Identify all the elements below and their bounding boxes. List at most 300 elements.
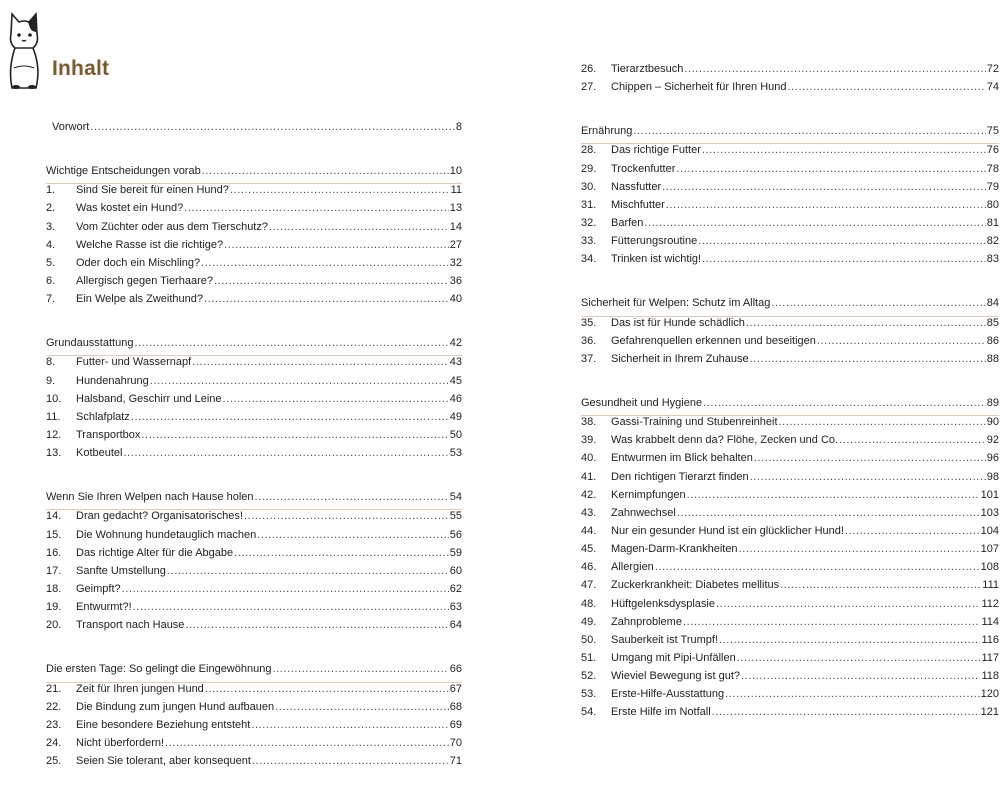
toc-entry [46,565,462,583]
toc-entry-number: 52. [581,670,597,683]
toc-entry-title: Das ist für Hunde schädlich [611,316,745,329]
toc-entry [46,701,462,719]
toc-page-number: 43 [449,356,462,369]
dot-leader [845,525,980,537]
toc-page-number: 71 [449,755,462,768]
toc-entry-title: Magen-Darm-Krankheiten [611,543,738,556]
toc-entry [581,598,999,616]
toc-page-number: 84 [986,297,999,310]
toc-entry [581,434,999,452]
toc-page-number: 40 [449,293,462,306]
toc-entry-title: Hundenahrung [76,374,149,387]
dot-leader [677,507,980,519]
toc-entry-number: 13. [46,447,62,460]
toc-page-number: 117 [981,651,999,664]
dot-leader [223,393,449,405]
toc-page-number: 69 [449,718,462,731]
toc-entry-title: Hüftgelenksdysplasie [611,597,715,610]
toc-page-number: 66 [449,663,462,676]
toc-page-number: 11 [450,184,462,197]
toc-entry-number: 23. [46,718,62,731]
toc-entry-title: Zeit für Ihren jungen Hund [76,682,204,695]
toc-entry-title: Das richtige Alter für die Abgabe [76,546,234,559]
toc-entry-title: Sauberkeit ist Trumpf! [611,633,718,646]
toc-entry [581,63,999,81]
toc-entry-number: 1. [46,184,56,197]
toc-entry-number: 14. [46,510,62,523]
section-gap [46,637,462,663]
dot-leader [676,163,985,175]
toc-entry-title: Nassfutter [611,180,662,193]
dot-leader [737,652,981,664]
toc-section-heading [46,491,462,509]
dot-leader [703,397,986,409]
toc-page-number: 103 [980,506,999,519]
toc-entry-number: 33. [581,235,597,248]
toc-entry-title: Was kostet ein Hund? [76,202,184,215]
toc-page-number: 10 [449,165,462,178]
dot-leader [666,199,986,211]
toc-entry-title: Wieviel Bewegung ist gut? [611,670,741,683]
section-divider [581,316,999,317]
toc-page-number: 63 [449,601,462,614]
toc-entry [581,652,999,670]
dot-leader [150,375,449,387]
toc-entry-number: 28. [581,144,597,157]
toc-section-title: Ernährung [581,125,633,138]
toc-page-number: 121 [980,706,999,719]
dot-leader [185,619,448,631]
dot-leader [257,529,449,541]
toc-page-number: 45 [449,374,462,387]
dot-leader [202,165,449,177]
toc-entry [46,375,462,393]
toc-page-number: 55 [449,510,462,523]
toc-entry-number: 10. [46,392,62,405]
toc-entry-number: 2. [46,202,56,215]
toc-section-heading [46,337,462,355]
toc-page-number: 86 [986,334,999,347]
toc-page-number: 50 [449,428,462,441]
toc-entry [46,547,462,565]
toc-entry [46,121,462,139]
toc-entry-number: 32. [581,216,597,229]
section-gap [581,99,999,125]
toc-section-heading [581,125,999,143]
page-title: Inhalt [52,57,110,80]
toc-page-number: 104 [980,524,999,537]
dot-leader [131,411,449,423]
toc-entry [581,688,999,706]
toc-entry [46,583,462,601]
toc-entry-title: Ein Welpe als Zweithund? [76,293,203,306]
toc-page-number: 90 [986,416,999,429]
toc-entry-title: Das richtige Futter [611,144,701,157]
toc-section-title: Wenn Sie Ihren Welpen nach Hause holen [46,491,254,504]
toc-entry-number: 37. [581,352,597,365]
toc-section-title: Die ersten Tage: So gelingt die Eingewöhnung [46,663,272,676]
toc-entry-number: 50. [581,633,597,646]
toc-entry-title: Entwurmt?! [76,601,132,614]
toc-entry [581,706,999,724]
toc-entry-number: 7. [46,293,56,306]
dot-leader [750,353,986,365]
toc-entry [581,353,999,371]
toc-section-title: Wichtige Entscheidungen vorab [46,165,201,178]
dot-leader [255,491,449,503]
toc-entry-number: 49. [581,615,597,628]
toc-page-number: 98 [986,470,999,483]
toc-entry-title: Nur ein gesunder Hund ist ein glücklicher Hund! [611,524,844,537]
toc-entry-title: Seien Sie tolerant, aber konsequent [76,755,251,768]
toc-entry-title: Den richtigen Tierarzt finden [611,470,749,483]
toc-entry-title: Was krabbelt denn da? Flöhe, Zecken und Co. [611,434,839,447]
section-divider [46,509,462,510]
toc-entry-number: 3. [46,220,56,233]
toc-entry [581,144,999,162]
dot-leader [817,335,986,347]
toc-entry-title: Zahnwechsel [611,506,676,519]
toc-page-number: 67 [449,682,462,695]
toc-entry-number: 44. [581,524,597,537]
dot-leader [123,447,448,459]
toc-entry-title: Eine besondere Beziehung entsteht [76,718,251,731]
section-divider [46,355,462,356]
toc-entry [581,525,999,543]
toc-entry-number: 30. [581,180,597,193]
toc-page-number: 111 [982,579,999,592]
toc-entry-title: Gassi-Training und Stubenreinheit [611,416,778,429]
toc-entry-number: 27. [581,81,597,94]
toc-entry-number: 20. [46,619,62,632]
toc-entry-number: 9. [46,374,56,387]
dot-leader [269,221,449,233]
toc-entry-number: 34. [581,253,597,266]
toc-page-number: 89 [986,396,999,409]
toc-entry [581,253,999,271]
toc-entry-title: Nicht überfordern! [76,736,165,749]
toc-entry [581,416,999,434]
dot-leader [90,121,455,133]
toc-entry-title: Allergisch gegen Tierhaare? [76,274,213,287]
toc-entry-title: Tierarztbesuch [611,63,684,75]
toc-entry-title: Erste Hilfe im Notfall [611,706,711,719]
toc-entry-title: Erste-Hilfe-Ausstattung [611,688,725,701]
toc-entry [581,489,999,507]
toc-entry-title: Sind Sie bereit für einen Hund? [76,184,229,197]
toc-entry-title: Vom Züchter oder aus dem Tierschutz? [76,220,268,233]
dot-leader [719,634,980,646]
dot-leader [133,601,449,613]
toc-entry-title: Die Wohnung hundetauglich machen [76,528,257,541]
toc-section-title: Sicherheit für Welpen: Schutz im Alltag [581,297,771,310]
dot-leader [662,181,986,193]
toc-entry [581,561,999,579]
section-gap [581,271,999,297]
toc-page-number: 76 [986,144,999,157]
dot-leader [684,63,985,75]
toc-entry [581,616,999,634]
toc-entry-title: Trinken ist wichtig! [611,253,702,266]
toc-entry [46,755,462,773]
dot-leader [251,719,448,731]
toc-entry [46,356,462,374]
dot-leader [633,125,985,137]
toc-entry-number: 53. [581,688,597,701]
dot-leader [750,471,986,483]
toc-entry-title: Zahnprobleme [611,615,682,628]
dot-leader [780,579,981,591]
toc-entry-number: 45. [581,543,597,556]
toc-page-number: 56 [449,528,462,541]
toc-entry-title: Sanfte Umstellung [76,564,166,577]
toc-page-number: 54 [449,491,462,504]
dot-leader [134,337,448,349]
toc-entry-title: Barfen [611,216,644,229]
toc-entry [46,683,462,701]
toc-entry-title: Entwurmen im Blick behalten [611,452,753,465]
dot-leader [184,202,449,214]
toc-entry [581,81,999,99]
toc-entry-number: 36. [581,334,597,347]
toc-entry [581,199,999,217]
toc-entry-number: 5. [46,256,56,269]
toc-entry [581,452,999,470]
toc-page-number: 108 [980,561,999,574]
dot-leader [141,429,448,441]
toc-entry-number: 15. [46,528,62,541]
dot-leader [230,184,450,196]
toc-page-number: 13 [449,202,462,215]
dot-leader [205,683,449,695]
toc-page-number: 83 [986,253,999,266]
toc-page-number: 53 [449,447,462,460]
toc-entry [46,239,462,257]
toc-entry-title: Chippen – Sicherheit für Ihren Hund [611,81,787,94]
toc-page-number: 14 [449,220,462,233]
dot-leader [725,688,980,700]
toc-entry [46,429,462,447]
toc-entry [581,507,999,525]
toc-section-title: Gesundheit und Hygiene [581,396,703,409]
toc-entry-title: Geimpft? [76,582,121,595]
toc-page-number: 112 [981,597,999,610]
toc-entry-number: 17. [46,564,62,577]
dot-leader [839,434,986,446]
section-gap [581,371,999,397]
dot-leader [702,144,986,156]
toc-entry-title: Dran gedacht? Organisatorisches! [76,510,243,523]
toc-entry-number: 12. [46,428,62,441]
toc-page-number: 79 [986,180,999,193]
dot-leader [754,452,986,464]
toc-entry-number: 48. [581,597,597,610]
toc-entry [46,221,462,239]
toc-page-number: 75 [986,125,999,138]
dot-leader [201,257,449,269]
toc-entry-title: Mischfutter [611,198,665,211]
toc-entry-title: Die Bindung zum jungen Hund aufbauen [76,700,275,713]
toc-entry-title: Kotbeutel [76,447,123,460]
toc-entry-title: Allergien [611,561,654,574]
toc-entry-number: 24. [46,736,62,749]
toc-page-number: 8 [455,121,462,133]
dot-leader [779,416,986,428]
dot-leader [698,235,986,247]
dot-leader [712,706,980,718]
toc-page-number: 80 [986,198,999,211]
toc-page-number: 68 [449,700,462,713]
section-divider [46,183,462,184]
toc-entry-number: 11. [46,410,61,423]
dot-leader [165,737,449,749]
dot-leader [167,565,449,577]
dot-leader [192,356,449,368]
toc-entry-title: Trockenfutter [611,162,676,175]
toc-page-number: 60 [449,564,462,577]
toc-entry-title: Sicherheit in Ihrem Zuhause [611,352,749,365]
toc-section-heading [46,165,462,183]
toc-entry [46,619,462,637]
toc-entry [581,163,999,181]
toc-page-number: 92 [986,434,999,447]
toc-entry-number: 8. [46,356,56,369]
toc-section-title: Grundausstattung [46,337,134,350]
dot-leader [741,670,980,682]
toc-entry [581,235,999,253]
section-gap [46,139,462,165]
dog-illustration-icon [4,8,44,90]
toc-entry-title: Oder doch ein Mischling? [76,256,201,269]
toc-page-number: 101 [980,488,999,501]
toc-entry [581,579,999,597]
toc-page-number: 42 [449,337,462,350]
toc-entry-number: 6. [46,274,56,287]
toc-entry [46,510,462,528]
toc-entry [46,411,462,429]
toc-entry [46,601,462,619]
toc-entry [581,217,999,235]
dot-leader [224,239,449,251]
toc-entry-number: 47. [581,579,597,592]
toc-entry [46,529,462,547]
dot-leader [272,663,448,675]
toc-entry-number: 40. [581,452,597,465]
toc-entry-number: 43. [581,506,597,519]
dot-leader [252,755,449,767]
toc-entry-title: Vorwort [52,121,90,133]
dot-leader [746,317,986,329]
dot-leader [655,561,980,573]
toc-page-number: 116 [981,633,999,646]
toc-entry-title: Schlafplatz [76,410,130,423]
toc-column-right [581,63,999,725]
toc-section-heading [581,397,999,415]
toc-page-number: 32 [449,256,462,269]
toc-section-heading [581,297,999,315]
toc-entry-number: 38. [581,416,597,429]
toc-page-number: 59 [449,546,462,559]
dot-leader [644,217,985,229]
toc-entry [46,719,462,737]
toc-page-number: 85 [986,316,999,329]
toc-entry-number: 25. [46,755,62,768]
section-gap [46,465,462,491]
toc-page-number: 118 [981,670,999,683]
toc-page-number: 114 [981,615,999,628]
toc-entry [581,543,999,561]
dot-leader [702,253,986,265]
toc-entry [46,184,462,202]
toc-page-number: 36 [449,274,462,287]
toc-entry-number: 39. [581,434,597,447]
toc-entry [46,293,462,311]
toc-page-number: 72 [986,63,999,75]
toc-entry-number: 4. [46,238,56,251]
toc-page-number: 70 [449,736,462,749]
toc-entry-number: 19. [46,601,62,614]
toc-entry [46,275,462,293]
dot-leader [275,701,449,713]
toc-entry [581,335,999,353]
toc-entry-title: Futter- und Wassernapf [76,356,192,369]
dot-leader [204,293,449,305]
toc-entry-title: Gefahrenquellen erkennen und beseitigen [611,334,816,347]
toc-entry [46,257,462,275]
toc-entry-number: 35. [581,316,597,329]
toc-page-number: 88 [986,352,999,365]
toc-page-number: 46 [449,392,462,405]
dot-leader [683,616,981,628]
dot-leader [244,510,449,522]
dot-leader [716,598,981,610]
dot-leader [739,543,980,555]
toc-page-number: 49 [449,410,462,423]
toc-page-number: 74 [986,81,999,94]
dot-leader [771,297,985,309]
section-divider [46,682,462,683]
dot-leader [687,489,980,501]
toc-page-number: 96 [986,452,999,465]
toc-entry [581,634,999,652]
toc-page-number: 78 [986,162,999,175]
toc-entry-number: 42. [581,488,597,501]
toc-entry [581,471,999,489]
toc-page-number: 64 [449,619,462,632]
toc-entry-number: 16. [46,546,62,559]
toc-entry [581,670,999,688]
section-gap [46,311,462,337]
toc-page-number: 107 [980,543,999,556]
toc-page-number: 27 [449,238,462,251]
dot-leader [788,81,986,93]
toc-page-number: 82 [986,235,999,248]
toc-entry-title: Halsband, Geschirr und Leine [76,392,222,405]
toc-entry-title: Zuckerkrankheit: Diabetes mellitus [611,579,780,592]
toc-entry-title: Umgang mit Pipi-Unfällen [611,651,736,664]
toc-entry-title: Transportbox [76,428,141,441]
toc-entry [581,317,999,335]
toc-entry-number: 22. [46,700,62,713]
toc-entry [46,393,462,411]
dot-leader [122,583,449,595]
toc-entry [581,181,999,199]
toc-entry-number: 46. [581,561,597,574]
toc-page-number: 81 [986,216,999,229]
toc-entry [46,447,462,465]
toc-entry-number: 21. [46,682,62,695]
toc-entry-number: 26. [581,63,597,75]
